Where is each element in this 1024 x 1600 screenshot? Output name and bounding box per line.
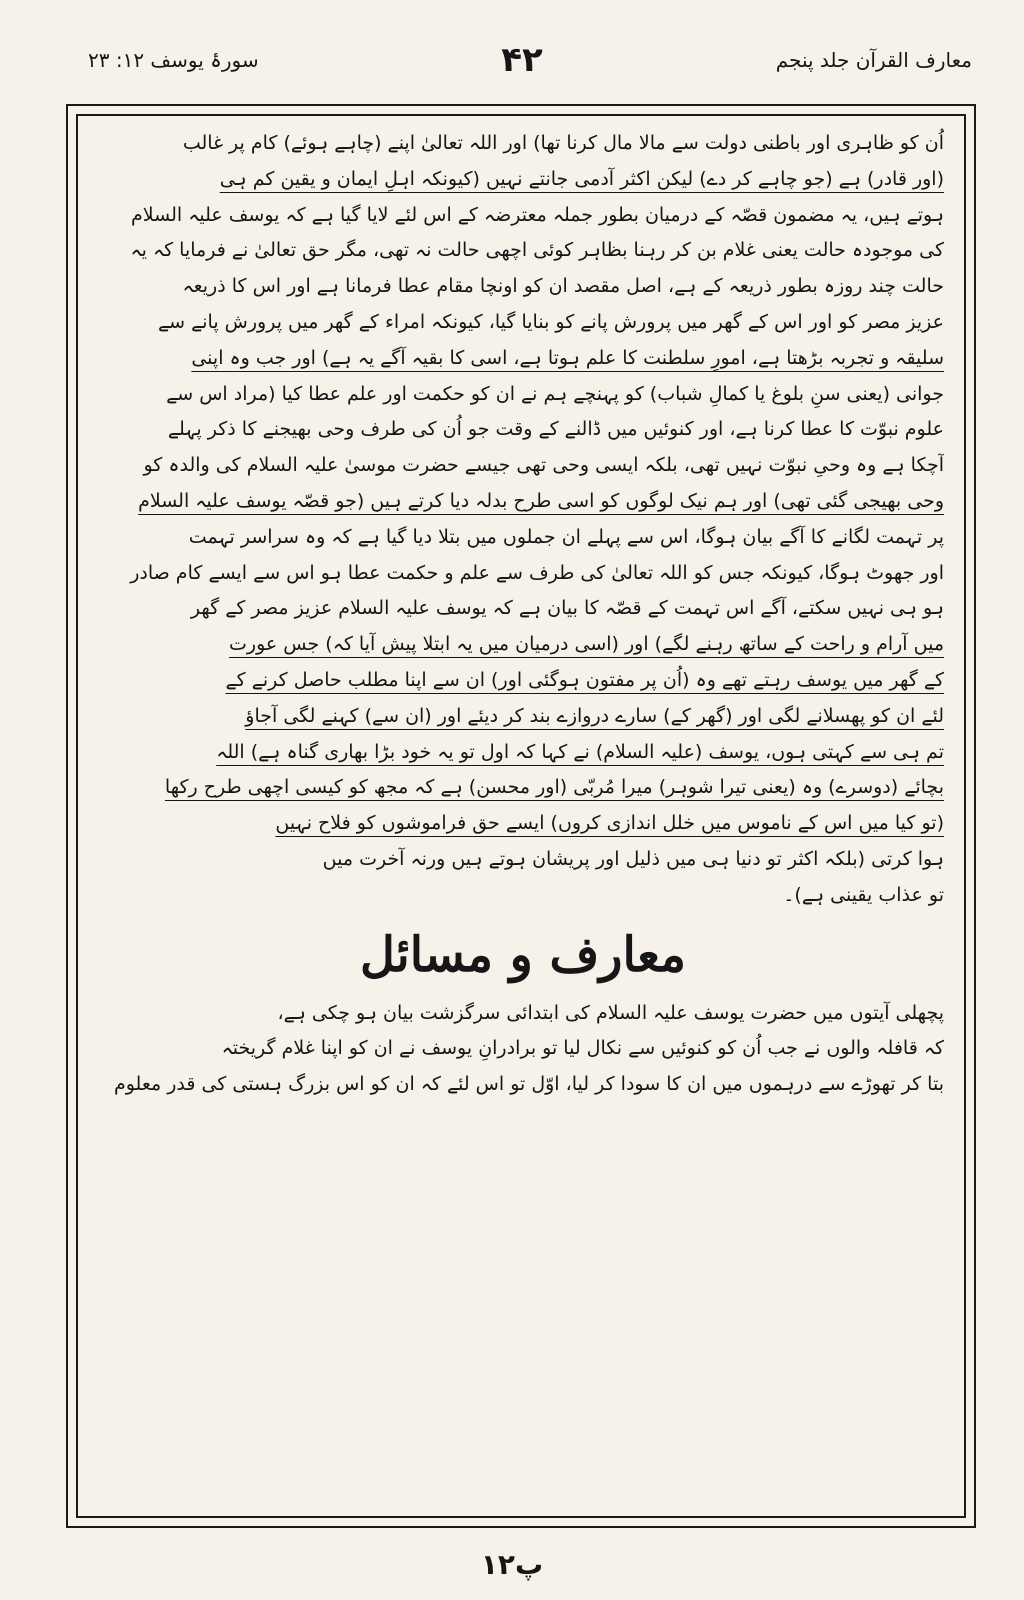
section-line: بتا کر تھوڑے سے درہموں میں ان کا سودا کر لیا، اوّل تو اس لئے کہ ان کو اس بزرگ ہستی کی قدر معلوم bbox=[113, 1073, 944, 1096]
body-line: ہوا کرتی (بلکہ اکثر تو دنیا ہی میں ذلیل اور پریشان ہوتے ہیں ورنہ آخرت میں bbox=[322, 847, 944, 870]
book-title: معارف القرآن جلد پنجم bbox=[775, 48, 972, 72]
page-header bbox=[66, 28, 978, 80]
page-number: ۴۲ bbox=[501, 40, 543, 80]
body-line: عزیز مصر کو اور اس کے گھر میں پرورش پانے کو بنایا گیا، کیونکہ امراء کے گھر میں پرورش پانے سے bbox=[158, 310, 944, 333]
body-line: وحی بھیجی گئی تھی) اور ہم نیک لوگوں کو اسی طرح بدلہ دیا کرتے ہیں (جو قصّہ یوسف علیہ السلام bbox=[138, 489, 944, 512]
section-line: پچھلی آیتوں میں حضرت یوسف علیہ السلام کی ابتدائی سرگزشت بیان ہو چکی ہے، bbox=[277, 1001, 944, 1024]
body-line: لئے ان کو پھسلانے لگی اور (گھر کے) سارے دروازے بند کر دیئے اور (ان سے) کہنے لگی آجاؤ bbox=[245, 704, 944, 727]
body-line: تم ہی سے کہتی ہوں، یوسف (علیہ السلام) نے کہا کہ اول تو یہ خود بڑا بھاری گناہ ہے) اللہ bbox=[216, 740, 944, 763]
body-line: ہوتے ہیں، یہ مضمون قصّہ کے درمیان بطور جملہ معترضہ کے اس لئے لایا گیا ہے کہ یوسف علیہ السلام bbox=[131, 203, 944, 226]
body-line: حالت چند روزہ بطور ذریعہ کے ہے، اصل مقصد ان کو اونچا مقام عطا فرمانا ہے اور اس کا ذریعہ bbox=[182, 275, 944, 298]
section-line: کہ قافلہ والوں نے جب اُن کو کنوئیں سے نکال لیا تو برادرانِ یوسف نے ان کو اپنا غلام گریختہ bbox=[221, 1037, 944, 1060]
body-line: آچکا ہے وہ وحیِ نبوّت نہیں تھی، بلکہ ایسی وحی تھی جیسے حضرت موسیٰ علیہ السلام کی والدہ کو bbox=[143, 454, 944, 477]
body-line: جوانی (یعنی سنِ بلوغ یا کمالِ شباب) کو پہنچے ہم نے ان کو حکمت اور علم عطا کیا (مراد اس سے bbox=[166, 382, 944, 405]
body-line: تو عذاب یقینی ہے)۔ bbox=[783, 883, 944, 906]
body-line: (تو کیا میں اس کے ناموس میں خلل اندازی کروں) ایسے حق فراموشوں کو فلاح نہیں bbox=[275, 812, 944, 835]
body-line: سلیقہ و تجربہ بڑھتا ہے، امورِ سلطنت کا علم ہوتا ہے، اسی کا بقیہ آگے یہ ہے) اور جب وہ اپنی bbox=[191, 346, 944, 369]
body-line: میں آرام و راحت کے ساتھ رہنے لگے) اور (اسی درمیان میں یہ ابتلا پیش آیا کہ) جس عورت bbox=[229, 633, 944, 656]
body-line: کے گھر میں یوسف رہتے تھے وہ (اُن پر مفتون ہوگئی اور) ان سے اپنا مطلب حاصل کرنے کے bbox=[225, 668, 944, 691]
section-heading: معارف و مسائل bbox=[360, 926, 686, 983]
body-line: (اور قادر) ہے (جو چاہے کر دے) لیکن اکثر آدمی جانتے نہیں (کیونکہ اہلِ ایمان و یقین کم ہی bbox=[219, 167, 944, 190]
juz-number: ۱۲پ bbox=[480, 1548, 544, 1581]
body-line: کی موجودہ حالت یعنی غلام بن کر رہنا بظاہر کوئی اچھی حالت نہ تھی، مگر حق تعالیٰ نے فرمایا کہ یہ bbox=[130, 239, 944, 262]
body-line: پر تہمت لگانے کا آگے بیان ہوگا، اس سے پہلے ان جملوں میں بتلا دیا گیا ہے کہ وہ سراسر تہمت bbox=[188, 525, 944, 548]
body-line: اُن کو ظاہری اور باطنی دولت سے مالا مال کرنا تھا) اور اللہ تعالیٰ اپنے (چاہے ہوئے) کام پر غالب bbox=[182, 132, 944, 154]
body-line: اور جھوٹ ہوگا، کیونکہ جس کو اللہ تعالیٰ کی طرف سے علم و حکمت عطا ہو اس سے ایسے کام صادر bbox=[130, 561, 944, 584]
page-content bbox=[102, 126, 944, 1506]
body-line: ہو ہی نہیں سکتے، آگے اس تہمت کے قصّہ کا بیان ہے کہ یوسف علیہ السلام عزیز مصر کے گھر bbox=[190, 597, 944, 620]
body-line: علوم نبوّت کا عطا کرنا ہے، اور کنوئیں میں ڈالنے کے وقت جو اُن کی طرف وحی بھیجنے کا ذکر پہلے bbox=[167, 418, 944, 441]
body-line: بچائے (دوسرے) وہ (یعنی تیرا شوہر) میرا مُربّی (اور محسن) ہے کہ مجھ کو کیسی اچھی طرح رکھا bbox=[164, 776, 944, 799]
surah-reference: سورۂ یوسف ۱۲: ۲۳ bbox=[88, 48, 259, 72]
text-frame bbox=[66, 104, 976, 1528]
